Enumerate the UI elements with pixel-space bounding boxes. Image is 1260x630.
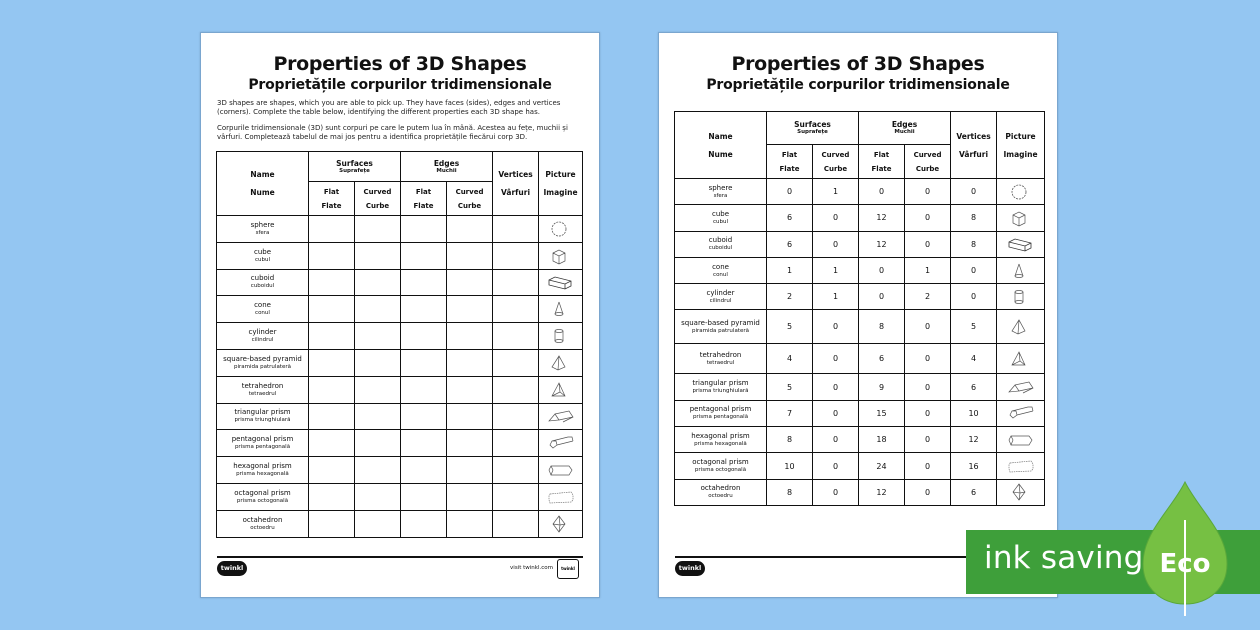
flat-surfaces-cell: 6: [767, 205, 813, 231]
shape-name-cell: cuboid cuboidul: [217, 269, 309, 296]
properties-table-blank: [216, 151, 583, 538]
vertices-answer-cell[interactable]: [493, 376, 539, 403]
flat-edges-answer-cell[interactable]: [401, 216, 447, 243]
flat-surfaces-answer-cell[interactable]: [309, 349, 355, 376]
curved-surfaces-cell: 0: [813, 344, 859, 374]
octagonal-prism-icon: [1007, 456, 1035, 476]
curved-surfaces-cell: 1: [813, 179, 859, 205]
flat-edges-answer-cell[interactable]: [401, 296, 447, 323]
shape-picture-cell: [997, 205, 1045, 231]
table-row: [217, 269, 583, 296]
table-row: [675, 479, 1045, 505]
header-vertices: Vertices Vârfuri: [951, 112, 997, 179]
shape-name-cell: cylinder cilindrul: [217, 323, 309, 350]
shape-name-cell: hexagonal prism prisma hexagonală: [675, 427, 767, 453]
flat-edges-cell: 18: [859, 427, 905, 453]
shape-picture-cell: [997, 344, 1045, 374]
flat-surfaces-cell: 5: [767, 310, 813, 344]
vertices-cell: 5: [951, 310, 997, 344]
flat-surfaces-answer-cell[interactable]: [309, 242, 355, 269]
flat-surfaces-cell: 6: [767, 231, 813, 257]
page-title: Properties of 3D Shapes: [273, 53, 527, 75]
square-pyramid-icon: [1007, 317, 1035, 337]
vertices-cell: 8: [951, 205, 997, 231]
table-row: [675, 427, 1045, 453]
curved-surfaces-answer-cell[interactable]: [355, 269, 401, 296]
shape-name-cell: cube cubul: [217, 242, 309, 269]
tetrahedron-icon: [1007, 349, 1035, 369]
table-row: [675, 284, 1045, 310]
vertices-cell: 10: [951, 400, 997, 426]
shape-picture-cell: [997, 400, 1045, 426]
hexagonal-prism-icon: [1007, 430, 1035, 450]
shape-name-cell: cone conul: [675, 257, 767, 283]
shape-name-cell: tetrahedron tetraedrul: [217, 376, 309, 403]
table-row: [675, 205, 1045, 231]
octahedron-icon: [547, 514, 575, 534]
hexagonal-prism-icon: [547, 460, 575, 480]
curved-edges-answer-cell[interactable]: [447, 376, 493, 403]
curved-edges-cell: 0: [905, 231, 951, 257]
curved-surfaces-answer-cell[interactable]: [355, 242, 401, 269]
header-picture: Picture Imagine: [997, 112, 1045, 179]
curved-surfaces-answer-cell[interactable]: [355, 296, 401, 323]
header-surfaces: Surfaces Suprafețe: [767, 112, 859, 145]
shape-picture-cell: [539, 430, 583, 457]
shape-picture-cell: [997, 427, 1045, 453]
flat-edges-answer-cell[interactable]: [401, 269, 447, 296]
triangular-prism-icon: [1007, 377, 1035, 397]
curved-edges-answer-cell[interactable]: [447, 216, 493, 243]
vertices-cell: 16: [951, 453, 997, 479]
shape-picture-cell: [539, 216, 583, 243]
table-row: [217, 349, 583, 376]
shape-picture-cell: [539, 403, 583, 430]
curved-surfaces-cell: 0: [813, 205, 859, 231]
header-surfaces: Surfaces Suprafețe: [309, 152, 401, 182]
curved-surfaces-answer-cell[interactable]: [355, 510, 401, 537]
flat-edges-cell: 0: [859, 179, 905, 205]
table-row: [217, 510, 583, 537]
table-row: [217, 376, 583, 403]
curved-edges-cell: 0: [905, 374, 951, 400]
properties-table-answers: [674, 111, 1045, 506]
flat-edges-cell: 12: [859, 479, 905, 505]
table-row: [217, 483, 583, 510]
header-flat-edges: Flat Flate: [859, 145, 905, 179]
shape-name-cell: cuboid cuboidul: [675, 231, 767, 257]
flat-surfaces-answer-cell[interactable]: [309, 430, 355, 457]
shape-name-cell: hexagonal prism prisma hexagonală: [217, 457, 309, 484]
curved-edges-cell: 2: [905, 284, 951, 310]
flat-surfaces-answer-cell[interactable]: [309, 323, 355, 350]
shape-picture-cell: [539, 296, 583, 323]
curved-surfaces-answer-cell[interactable]: [355, 376, 401, 403]
flat-surfaces-answer-cell[interactable]: [309, 403, 355, 430]
page-title: Properties of 3D Shapes: [731, 53, 985, 75]
curved-surfaces-answer-cell[interactable]: [355, 216, 401, 243]
table-row: [217, 403, 583, 430]
worksheet-blank: [200, 32, 600, 598]
page-subtitle: Proprietățile corpurilor tridimensionale: [248, 77, 552, 93]
header-edges: Edges Muchii: [401, 152, 493, 182]
shape-name-cell: triangular prism prisma triunghiulară: [217, 403, 309, 430]
curved-edges-answer-cell[interactable]: [447, 430, 493, 457]
table-row: [217, 242, 583, 269]
cube-icon: [1007, 208, 1035, 228]
shape-picture-cell: [539, 376, 583, 403]
cuboid-icon: [1007, 234, 1035, 254]
vertices-answer-cell[interactable]: [493, 242, 539, 269]
flat-edges-answer-cell[interactable]: [401, 242, 447, 269]
twinkl-logo: twinkl: [217, 561, 247, 576]
flat-edges-cell: 6: [859, 344, 905, 374]
table-row: [675, 179, 1045, 205]
octahedron-icon: [1007, 482, 1035, 502]
flat-surfaces-cell: 4: [767, 344, 813, 374]
vertices-cell: 6: [951, 374, 997, 400]
flat-surfaces-answer-cell[interactable]: [309, 510, 355, 537]
vertices-cell: 0: [951, 257, 997, 283]
curved-edges-answer-cell[interactable]: [447, 269, 493, 296]
vertices-answer-cell[interactable]: [493, 430, 539, 457]
shape-picture-cell: [539, 242, 583, 269]
curved-surfaces-cell: 0: [813, 453, 859, 479]
vertices-answer-cell[interactable]: [493, 323, 539, 350]
curved-surfaces-answer-cell[interactable]: [355, 349, 401, 376]
twinkl-logo: twinkl: [675, 561, 705, 576]
curved-edges-answer-cell[interactable]: [447, 349, 493, 376]
footer-badge: twinkl: [557, 559, 579, 579]
flat-edges-answer-cell[interactable]: [401, 430, 447, 457]
shape-picture-cell: [997, 479, 1045, 505]
curved-surfaces-cell: 0: [813, 479, 859, 505]
shape-picture-cell: [539, 323, 583, 350]
cylinder-icon: [1007, 287, 1035, 307]
triangular-prism-icon: [547, 406, 575, 426]
curved-surfaces-cell: 0: [813, 400, 859, 426]
flat-surfaces-answer-cell[interactable]: [309, 216, 355, 243]
curved-edges-answer-cell[interactable]: [447, 457, 493, 484]
flat-edges-cell: 8: [859, 310, 905, 344]
shape-picture-cell: [997, 257, 1045, 283]
curved-edges-answer-cell[interactable]: [447, 510, 493, 537]
flat-edges-answer-cell[interactable]: [401, 483, 447, 510]
curved-surfaces-answer-cell[interactable]: [355, 323, 401, 350]
shape-name-cell: pentagonal prism prisma pentagonală: [217, 430, 309, 457]
curved-surfaces-answer-cell[interactable]: [355, 457, 401, 484]
flat-surfaces-cell: 8: [767, 479, 813, 505]
vertices-answer-cell[interactable]: [493, 269, 539, 296]
flat-edges-cell: 9: [859, 374, 905, 400]
octagonal-prism-icon: [547, 487, 575, 507]
shape-name-cell: triangular prism prisma triunghiulară: [675, 374, 767, 400]
shape-name-cell: pentagonal prism prisma pentagonală: [675, 400, 767, 426]
shape-name-cell: tetrahedron tetraedrul: [675, 344, 767, 374]
eco-badge-label: Eco: [1159, 549, 1211, 579]
vertices-cell: 0: [951, 284, 997, 310]
curved-edges-answer-cell[interactable]: [447, 242, 493, 269]
flat-surfaces-cell: 2: [767, 284, 813, 310]
flat-edges-cell: 24: [859, 453, 905, 479]
shape-picture-cell: [997, 374, 1045, 400]
shape-name-cell: octahedron octoedru: [217, 510, 309, 537]
vertices-answer-cell[interactable]: [493, 296, 539, 323]
table-row: [217, 430, 583, 457]
flat-edges-cell: 15: [859, 400, 905, 426]
curved-edges-cell: 0: [905, 427, 951, 453]
table-row: [675, 453, 1045, 479]
vertices-cell: 6: [951, 479, 997, 505]
eco-leaf-icon: [1139, 480, 1231, 620]
shape-name-cell: cube cubul: [675, 205, 767, 231]
shape-name-cell: cylinder cilindrul: [675, 284, 767, 310]
vertices-answer-cell[interactable]: [493, 403, 539, 430]
cone-icon: [547, 299, 575, 319]
shape-picture-cell: [997, 179, 1045, 205]
flat-edges-answer-cell[interactable]: [401, 510, 447, 537]
header-flat-surfaces: Flat Flate: [767, 145, 813, 179]
flat-edges-answer-cell[interactable]: [401, 349, 447, 376]
shape-picture-cell: [539, 349, 583, 376]
flat-surfaces-cell: 1: [767, 257, 813, 283]
intro-romanian: Corpurile tridimensionale (3D) sunt corpuri pe care le putem lua în mână. Acestea au fețe, muchii și vârfuri. Completează tabelul de mai jos pentru a identifica proprietățile fiecărui corp 3D.: [217, 124, 568, 141]
square-pyramid-icon: [547, 353, 575, 373]
curved-edges-cell: 1: [905, 257, 951, 283]
header-picture: Picture Imagine: [539, 152, 583, 216]
footer-rule: [217, 556, 583, 558]
shape-name-cell: sphere sfera: [217, 216, 309, 243]
table-row: [675, 400, 1045, 426]
header-edges: Edges Muchii: [859, 112, 951, 145]
curved-edges-answer-cell[interactable]: [447, 296, 493, 323]
shape-picture-cell: [539, 483, 583, 510]
flat-surfaces-cell: 7: [767, 400, 813, 426]
curved-edges-answer-cell[interactable]: [447, 323, 493, 350]
flat-surfaces-cell: 8: [767, 427, 813, 453]
shape-picture-cell: [997, 310, 1045, 344]
shape-picture-cell: [997, 231, 1045, 257]
curved-edges-cell: 0: [905, 400, 951, 426]
shape-picture-cell: [997, 284, 1045, 310]
vertices-answer-cell[interactable]: [493, 457, 539, 484]
worksheet-answers: [658, 32, 1058, 598]
table-row: [675, 344, 1045, 374]
page-subtitle: Proprietățile corpurilor tridimensionale: [706, 77, 1010, 93]
flat-surfaces-cell: 10: [767, 453, 813, 479]
header-curved-edges: Curved Curbe: [905, 145, 951, 179]
flat-edges-cell: 12: [859, 205, 905, 231]
table-row: [675, 231, 1045, 257]
curved-edges-cell: 0: [905, 453, 951, 479]
table-row: [217, 457, 583, 484]
cone-icon: [1007, 261, 1035, 281]
sphere-icon: [547, 219, 575, 239]
shape-name-cell: square-based pyramid piramida patrulateră: [217, 349, 309, 376]
flat-edges-answer-cell[interactable]: [401, 376, 447, 403]
shape-picture-cell: [539, 457, 583, 484]
table-row: [217, 216, 583, 243]
curved-surfaces-cell: 0: [813, 231, 859, 257]
curved-edges-cell: 0: [905, 344, 951, 374]
vertices-answer-cell[interactable]: [493, 216, 539, 243]
curved-edges-answer-cell[interactable]: [447, 403, 493, 430]
curved-surfaces-cell: 0: [813, 374, 859, 400]
flat-edges-answer-cell[interactable]: [401, 323, 447, 350]
flat-edges-cell: 0: [859, 257, 905, 283]
header-name: Name Nume: [675, 112, 767, 179]
flat-surfaces-answer-cell[interactable]: [309, 376, 355, 403]
vertices-cell: 0: [951, 179, 997, 205]
vertices-cell: 4: [951, 344, 997, 374]
flat-edges-cell: 0: [859, 284, 905, 310]
shape-name-cell: sphere sfera: [675, 179, 767, 205]
cylinder-icon: [547, 326, 575, 346]
table-row: [675, 310, 1045, 344]
flat-surfaces-answer-cell[interactable]: [309, 269, 355, 296]
sphere-icon: [1007, 182, 1035, 202]
curved-edges-cell: 0: [905, 479, 951, 505]
header-flat-surfaces: Flat Flate: [309, 182, 355, 216]
vertices-cell: 8: [951, 231, 997, 257]
flat-surfaces-cell: 0: [767, 179, 813, 205]
flat-surfaces-answer-cell[interactable]: [309, 483, 355, 510]
header-vertices: Vertices Vârfuri: [493, 152, 539, 216]
header-curved-surfaces: Curved Curbe: [355, 182, 401, 216]
intro-english: 3D shapes are shapes, which you are able to pick up. They have faces (sides), edges and vertices (corners). Complete the table below, identifying the different properties each 3D shape has.: [217, 99, 561, 116]
header-curved-edges: Curved Curbe: [447, 182, 493, 216]
vertices-answer-cell[interactable]: [493, 510, 539, 537]
ink-saving-label: ink saving: [984, 540, 1144, 576]
curved-surfaces-cell: 1: [813, 257, 859, 283]
curved-surfaces-answer-cell[interactable]: [355, 430, 401, 457]
curved-edges-answer-cell[interactable]: [447, 483, 493, 510]
header-curved-surfaces: Curved Curbe: [813, 145, 859, 179]
shape-name-cell: octagonal prism prisma octogonală: [217, 483, 309, 510]
cuboid-icon: [547, 272, 575, 292]
curved-edges-cell: 0: [905, 179, 951, 205]
shape-name-cell: cone conul: [217, 296, 309, 323]
curved-edges-cell: 0: [905, 310, 951, 344]
curved-surfaces-cell: 0: [813, 427, 859, 453]
flat-edges-answer-cell[interactable]: [401, 457, 447, 484]
table-row: [217, 296, 583, 323]
shape-picture-cell: [539, 269, 583, 296]
table-row: [675, 257, 1045, 283]
vertices-cell: 12: [951, 427, 997, 453]
vertices-answer-cell[interactable]: [493, 483, 539, 510]
footer-visit-link: visit twinkl.com: [510, 565, 553, 571]
table-row: [217, 323, 583, 350]
pentagonal-prism-icon: [1007, 403, 1035, 423]
header-name: Name Nume: [217, 152, 309, 216]
flat-surfaces-answer-cell[interactable]: [309, 457, 355, 484]
curved-surfaces-cell: 0: [813, 310, 859, 344]
shape-name-cell: octahedron octoedru: [675, 479, 767, 505]
flat-edges-answer-cell[interactable]: [401, 403, 447, 430]
tetrahedron-icon: [547, 380, 575, 400]
shape-picture-cell: [539, 510, 583, 537]
curved-edges-cell: 0: [905, 205, 951, 231]
shape-picture-cell: [997, 453, 1045, 479]
header-flat-edges: Flat Flate: [401, 182, 447, 216]
flat-surfaces-cell: 5: [767, 374, 813, 400]
shape-name-cell: octagonal prism prisma octogonală: [675, 453, 767, 479]
flat-surfaces-answer-cell[interactable]: [309, 296, 355, 323]
vertices-answer-cell[interactable]: [493, 349, 539, 376]
cube-icon: [547, 246, 575, 266]
pentagonal-prism-icon: [547, 433, 575, 453]
flat-edges-cell: 12: [859, 231, 905, 257]
curved-surfaces-answer-cell[interactable]: [355, 483, 401, 510]
curved-surfaces-cell: 1: [813, 284, 859, 310]
table-row: [675, 374, 1045, 400]
shape-name-cell: square-based pyramid piramida patrulateră: [675, 310, 767, 344]
curved-surfaces-answer-cell[interactable]: [355, 403, 401, 430]
